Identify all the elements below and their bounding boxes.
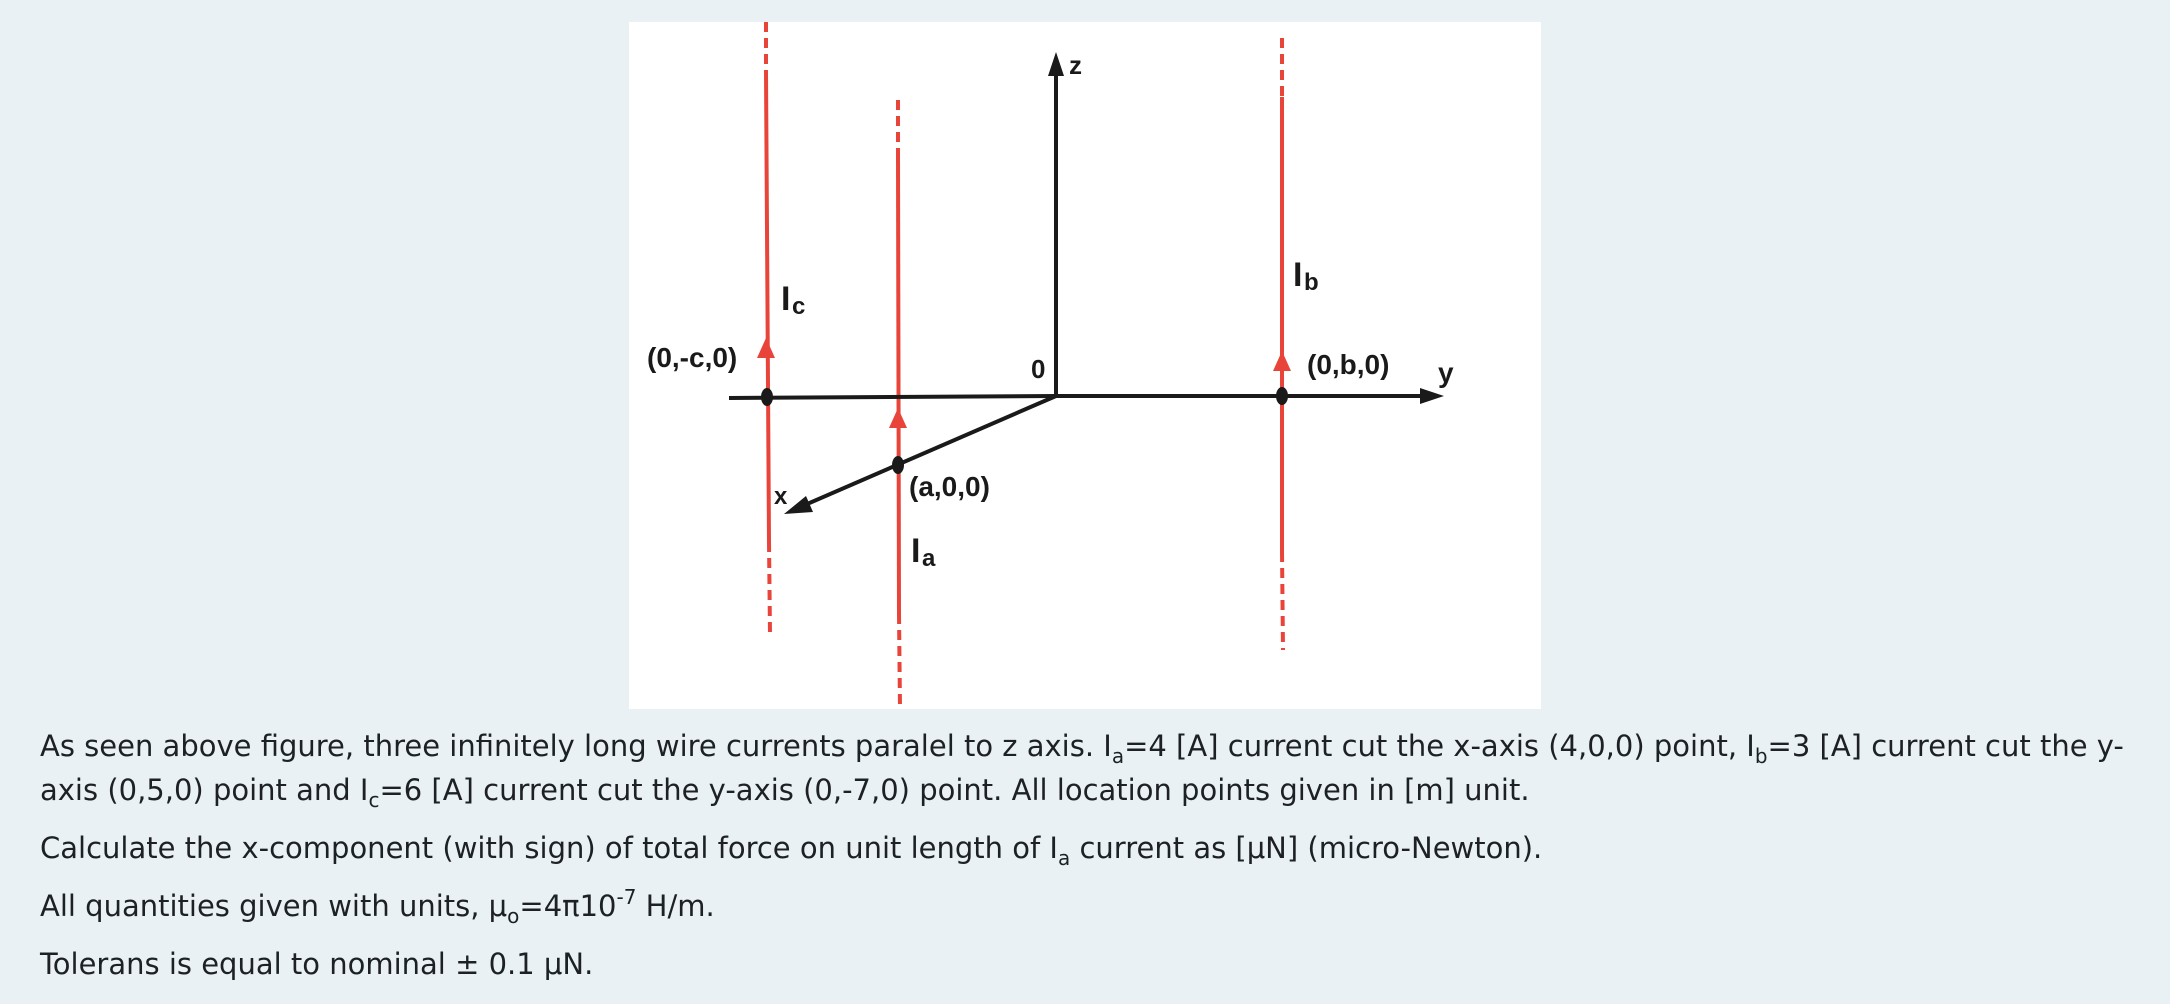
current-a-arrow	[889, 408, 907, 428]
svg-text:I: I	[1293, 256, 1303, 294]
problem-description: As seen above figure, three infinitely long wire currents paralel to z axis. $I_a=4$ [A] current cut the x-axis (4,0,0) point, $I_b=3$ [A] current cut the y-axis (0,5,0) point and $I_c=6$ [A] current cut the y-axis (0,-7,0) point. All location points given in [m] unit.	[40, 729, 2124, 812]
x-axis-label: x	[774, 483, 788, 510]
problem-question: Calculate the x-component (with sign) of total force on unit length of $I_a$ current as [μN] (micro-Newton).	[40, 831, 1543, 870]
current-c-arrow	[757, 338, 775, 358]
y-axis-label: y	[1438, 357, 1454, 388]
z-axis-arrow	[1048, 52, 1064, 76]
point-b-dot	[1276, 387, 1288, 405]
current-a-label	[911, 532, 936, 572]
wire-ia	[889, 100, 907, 709]
y-axis-negative	[729, 396, 1056, 398]
axes	[729, 52, 1444, 514]
current-b-label	[1293, 256, 1319, 296]
current-c-label	[781, 280, 805, 320]
origin-label: 0	[1031, 354, 1046, 384]
point-b-label: (0,b,0)	[1307, 349, 1390, 380]
point-c-dot	[761, 388, 773, 406]
point-a-dot	[892, 456, 904, 474]
svg-text:c: c	[792, 293, 806, 320]
point-c-label: (0,-c,0)	[647, 342, 738, 373]
point-a-label: (a,0,0)	[909, 471, 990, 502]
y-axis-arrow	[1420, 388, 1444, 404]
x-axis-arrow	[784, 496, 813, 514]
svg-text:I: I	[911, 532, 921, 570]
current-b-arrow	[1273, 351, 1291, 371]
z-axis-label: z	[1069, 50, 1082, 80]
figure-canvas	[629, 22, 1541, 709]
svg-text:b: b	[1304, 269, 1319, 296]
wire-ib	[1273, 38, 1291, 650]
svg-text:I: I	[781, 280, 791, 318]
wire-currents-figure	[629, 22, 1541, 709]
problem-constants: All quantities given with units, $\mu_o=4\pi 10^{-7}$ H/m.	[40, 885, 715, 928]
wire-ic	[757, 22, 775, 634]
svg-text:a: a	[922, 545, 936, 572]
problem-tolerance: Tolerans is equal to nominal ± 0.1 μN.	[40, 947, 594, 981]
question-text	[40, 724, 2150, 1000]
